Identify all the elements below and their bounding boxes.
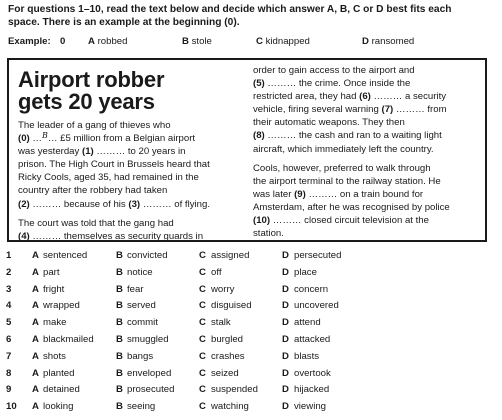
option-letter-c: C [199,300,206,312]
answer-row [6,368,496,385]
option-text-d[interactable]: concern [294,283,329,295]
option-text-c[interactable]: crashes [211,350,245,362]
answer-row [6,351,496,368]
article-paragraph-4: Cools, however, preferred to walk through the airport terminal to the railway station. He was later (9) ……… on a train bound for Amsterdam, after he was recognised by police (10) ……… closed circuit television at the station. [253,162,450,240]
option-text-b[interactable]: seeing [127,401,156,413]
option-text-b[interactable]: convicted [127,250,168,261]
option-letter-b: B [116,384,123,396]
option-letter-a: A [32,266,39,278]
option-text-d[interactable]: place [294,266,317,278]
option-letter-b: B [116,300,123,312]
option-text-c[interactable]: stalk [211,317,231,329]
option-letter-a: A [32,333,39,345]
option-letter-a: A [32,367,39,379]
answer-row [6,317,496,334]
option-text-c[interactable]: worry [211,283,235,295]
option-text-b[interactable]: prosecuted [127,384,175,396]
option-text-b[interactable]: commit [127,317,158,329]
answer-row [6,334,496,351]
option-text-c[interactable]: disguised [211,300,252,312]
option-letter-c: C [199,333,206,345]
option-letter-b: B [116,350,123,362]
question-number: 3 [6,283,12,295]
answer-row [6,284,496,301]
article-left-column [18,64,243,249]
option-text-b[interactable]: bangs [127,350,154,362]
option-text-a[interactable]: shots [43,350,66,362]
question-number: 6 [6,333,12,345]
option-letter-c: C [199,266,206,278]
option-letter-d: D [282,401,289,413]
question-number: 4 [6,300,12,312]
question-number: 7 [6,350,12,362]
option-letter-c: C [199,367,206,379]
option-letter-c: C [199,283,206,295]
option-letter-d: D [282,384,289,396]
answer-row [6,250,496,267]
option-letter-d: D [282,250,289,261]
question-number: 5 [6,317,12,329]
example-answer-handwritten: B [42,131,48,141]
answer-options-list [6,250,496,418]
answer-row [6,401,496,418]
option-text-d[interactable]: persecuted [294,250,342,261]
option-text-d[interactable]: uncovered [294,300,339,312]
option-text-a[interactable]: fright [43,283,65,295]
option-letter-b: B [116,401,123,413]
option-letter-a: A [32,283,39,295]
option-letter-a: A [32,401,39,413]
option-text-a[interactable]: part [43,266,60,278]
option-letter-a: A [32,384,39,396]
option-text-a[interactable]: sentenced [43,250,88,261]
instructions-text: For questions 1–10, read the text below and decide which answer A, B, C or D best fits each space. There is an example at the beginning (0). [8,4,452,28]
question-number: 2 [6,266,12,278]
article-paragraph-2: The court was told that the gang had (4) ……… themselves as security guards in [18,217,204,242]
option-text-b[interactable]: notice [127,266,153,278]
option-letter-d: D [282,283,289,295]
option-letter-d: D [282,300,289,312]
option-letter-c: C [199,401,206,413]
option-letter-a: A [32,250,39,261]
option-text-c[interactable]: burgled [211,333,244,345]
option-text-a[interactable]: looking [43,401,74,413]
option-text-c[interactable]: suspended [211,384,258,396]
option-text-c[interactable]: assigned [211,250,250,261]
example-number: 0 [60,36,66,47]
option-text-a[interactable]: wrapped [43,300,80,312]
article-box [7,58,487,242]
article-paragraph-3: order to gain access to the airport and (5) ……… the crime. Once inside the restricted area, they had (6) ……… a security vehicle, firing several warning (7) ……… from their automatic weapons. They then (8) ……… the cash and ran to a waiting light aircraft, which immediately left the country. [253,65,447,155]
option-text-b[interactable]: fear [127,283,144,295]
option-text-c[interactable]: seized [211,367,239,379]
option-letter-b: B [116,250,123,261]
example-option-a: A robbed [88,36,128,47]
option-letter-b: B [116,333,123,345]
option-letter-b: B [116,266,123,278]
article-headline: Airport robber gets 20 years [18,67,165,114]
option-text-a[interactable]: blackmailed [43,333,94,345]
example-option-c: C kidnapped [256,36,310,47]
option-letter-d: D [282,333,289,345]
option-letter-b: B [116,317,123,329]
option-letter-d: D [282,350,289,362]
answer-row [6,300,496,317]
option-text-d[interactable]: blasts [294,350,320,362]
question-number: 1 [6,250,12,261]
answer-row [6,384,496,401]
answer-row [6,267,496,284]
example-row [8,36,488,50]
question-number: 9 [6,384,12,396]
option-letter-d: D [282,266,289,278]
article-paragraph-1: The leader of a gang of thieves who (0) …$^B$… £5 million from a Belgian airport was yesterday (1) ……… to 20 years in prison. The High Court in Brussels heard that Ricky Cools, aged 35, had remained in the country after the robbery had taken (2) ……… because of his (3) ……… of flying. [18,120,210,210]
option-letter-d: D [282,317,289,329]
option-letter-a: A [32,350,39,362]
option-text-a[interactable]: detained [43,384,80,396]
option-letter-a: A [32,317,39,329]
option-letter-c: C [199,250,206,261]
example-option-b: B stole [182,36,212,47]
option-text-d[interactable]: overtook [294,367,331,379]
option-text-d[interactable]: attacked [294,333,331,345]
option-text-c[interactable]: off [211,266,222,278]
option-text-b[interactable]: enveloped [127,367,172,379]
option-text-b[interactable]: served [127,300,156,312]
option-letter-a: A [32,300,39,312]
option-text-a[interactable]: planted [43,367,75,379]
option-letter-d: D [282,367,289,379]
option-text-a[interactable]: make [43,317,67,329]
option-text-b[interactable]: smuggled [127,333,169,345]
option-letter-c: C [199,384,206,396]
article-right-column [253,64,481,246]
question-number: 10 [6,401,17,413]
example-label: Example: [8,36,51,47]
option-text-d[interactable]: viewing [294,401,326,413]
example-option-d: D ransomed [362,36,415,47]
option-letter-c: C [199,317,206,329]
option-text-d[interactable]: hijacked [294,384,330,396]
option-letter-c: C [199,350,206,362]
option-text-d[interactable]: attend [294,317,321,329]
option-letter-b: B [116,283,123,295]
option-letter-b: B [116,367,123,379]
question-number: 8 [6,367,12,379]
option-text-c[interactable]: watching [211,401,249,413]
